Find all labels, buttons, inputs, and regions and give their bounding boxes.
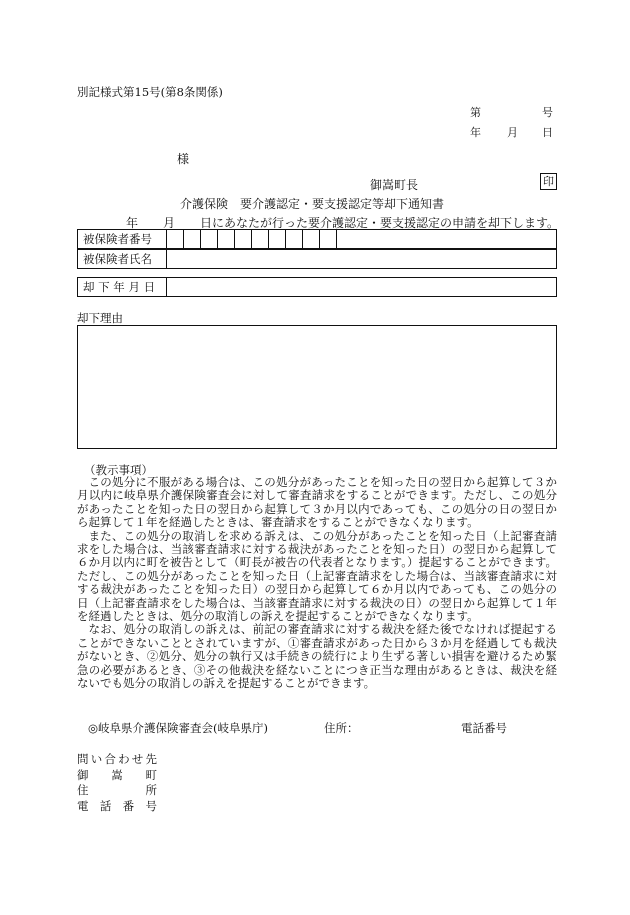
notice-heading: （教示事項）: [84, 463, 153, 477]
lead-rest: 日にあなたが行った要介護認定・要支援認定の申請を却下します。: [200, 216, 560, 230]
notice-body: [77, 476, 557, 691]
number-suffix: 号: [542, 106, 553, 119]
date-month: 月: [507, 126, 518, 139]
contact-phone: 電話番号: [77, 798, 157, 813]
council-phone-label: 電話番号: [461, 721, 507, 735]
contact-office: 御嵩町: [77, 767, 157, 782]
digit-cell[interactable]: [218, 230, 235, 248]
digit-cell[interactable]: [201, 230, 218, 248]
digit-cell[interactable]: [252, 230, 269, 248]
date-year: 年: [470, 126, 481, 139]
digit-cell[interactable]: [269, 230, 286, 248]
rejection-date-label: 却 下 年 月 日: [78, 278, 167, 296]
digit-cell[interactable]: [303, 230, 320, 248]
date-day: 日: [542, 126, 553, 139]
notice-paragraph: なお、処分の取消しの訴えは、前記の審査請求に対する裁決を経た後でなければ提起することができないこととされていますが、①審査請求があった日から３か月を経過しても裁決がないとき、②処分、処分の執行又は手続きの続行により生ずる著しい損害を避けるため緊急の必要があるとき、③その他裁決を経ないことにつき正当な理由があるときは、裁決を経ないでも処分の取消しの訴えを提起することができます。: [77, 622, 557, 691]
lead-year: 年: [126, 216, 139, 230]
contact-heading: 問い合わせ先: [77, 752, 157, 766]
digit-cell[interactable]: [286, 230, 303, 248]
contact-address: 住所: [77, 783, 157, 797]
issuer-name: 御嵩町長: [370, 178, 419, 192]
seal-mark: 印: [540, 173, 557, 190]
digit-cell[interactable]: [235, 230, 252, 248]
lead-month: 月: [163, 216, 176, 230]
council-name: ◎岐阜県介護保険審査会(岐阜県庁): [88, 721, 269, 735]
insured-number-cells[interactable]: [167, 230, 337, 248]
digit-cell[interactable]: [320, 230, 337, 248]
notice-paragraph: この処分に不服がある場合は、この処分があったことを知った日の翌日から起算して３か月以内に岐阜県介護保険審査会に対して審査請求をすることができます。ただし、この処分があったことを知った日の翌日から起算して３か月以内であっても、この処分の日の翌日から起算して１年を経過したときは、審査請求をすることができなくなります。: [77, 475, 557, 530]
insured-number-row: [77, 229, 557, 249]
insured-name-row[interactable]: [77, 249, 557, 269]
rejection-date-row[interactable]: [77, 277, 557, 297]
insured-number-label: 被保険者番号: [78, 230, 167, 248]
addressee-suffix: 様: [177, 152, 190, 166]
reason-box[interactable]: [77, 325, 557, 449]
form-number: 別記様式第15号(第8条関係): [77, 85, 223, 99]
digit-cell[interactable]: [184, 230, 201, 248]
council-address-label: 住所：: [324, 721, 359, 735]
digit-cell[interactable]: [167, 230, 184, 248]
document-title: 介護保険 要介護認定・要支援認定等却下通知書: [180, 197, 445, 211]
reason-label: 却下理由: [77, 311, 123, 325]
notice-paragraph: また、この処分の取消しを求める訴えは、この処分があったことを知った日（上記審査請求をした場合は、当該審査請求に対する裁決があったことを知った日）の翌日から起算して６か月以内に町を被告として（町長が被告の代表者となります。）提起することができます。ただし、この処分があったことを知った日（上記審査請求をした場合は、当該審査請求に対する裁決があったことを知った日）の翌日から起算して６か月以内であっても、この処分の日（上記審査請求をした場合は、当該審査請求に対する裁決の日）の翌日から起算して１年を経過したときは、処分の取消しの訴えを提起することができなくなります。: [77, 528, 557, 624]
number-prefix: 第: [470, 106, 481, 119]
insured-name-label: 被保険者氏名: [78, 250, 167, 268]
contact-block: [77, 752, 157, 814]
